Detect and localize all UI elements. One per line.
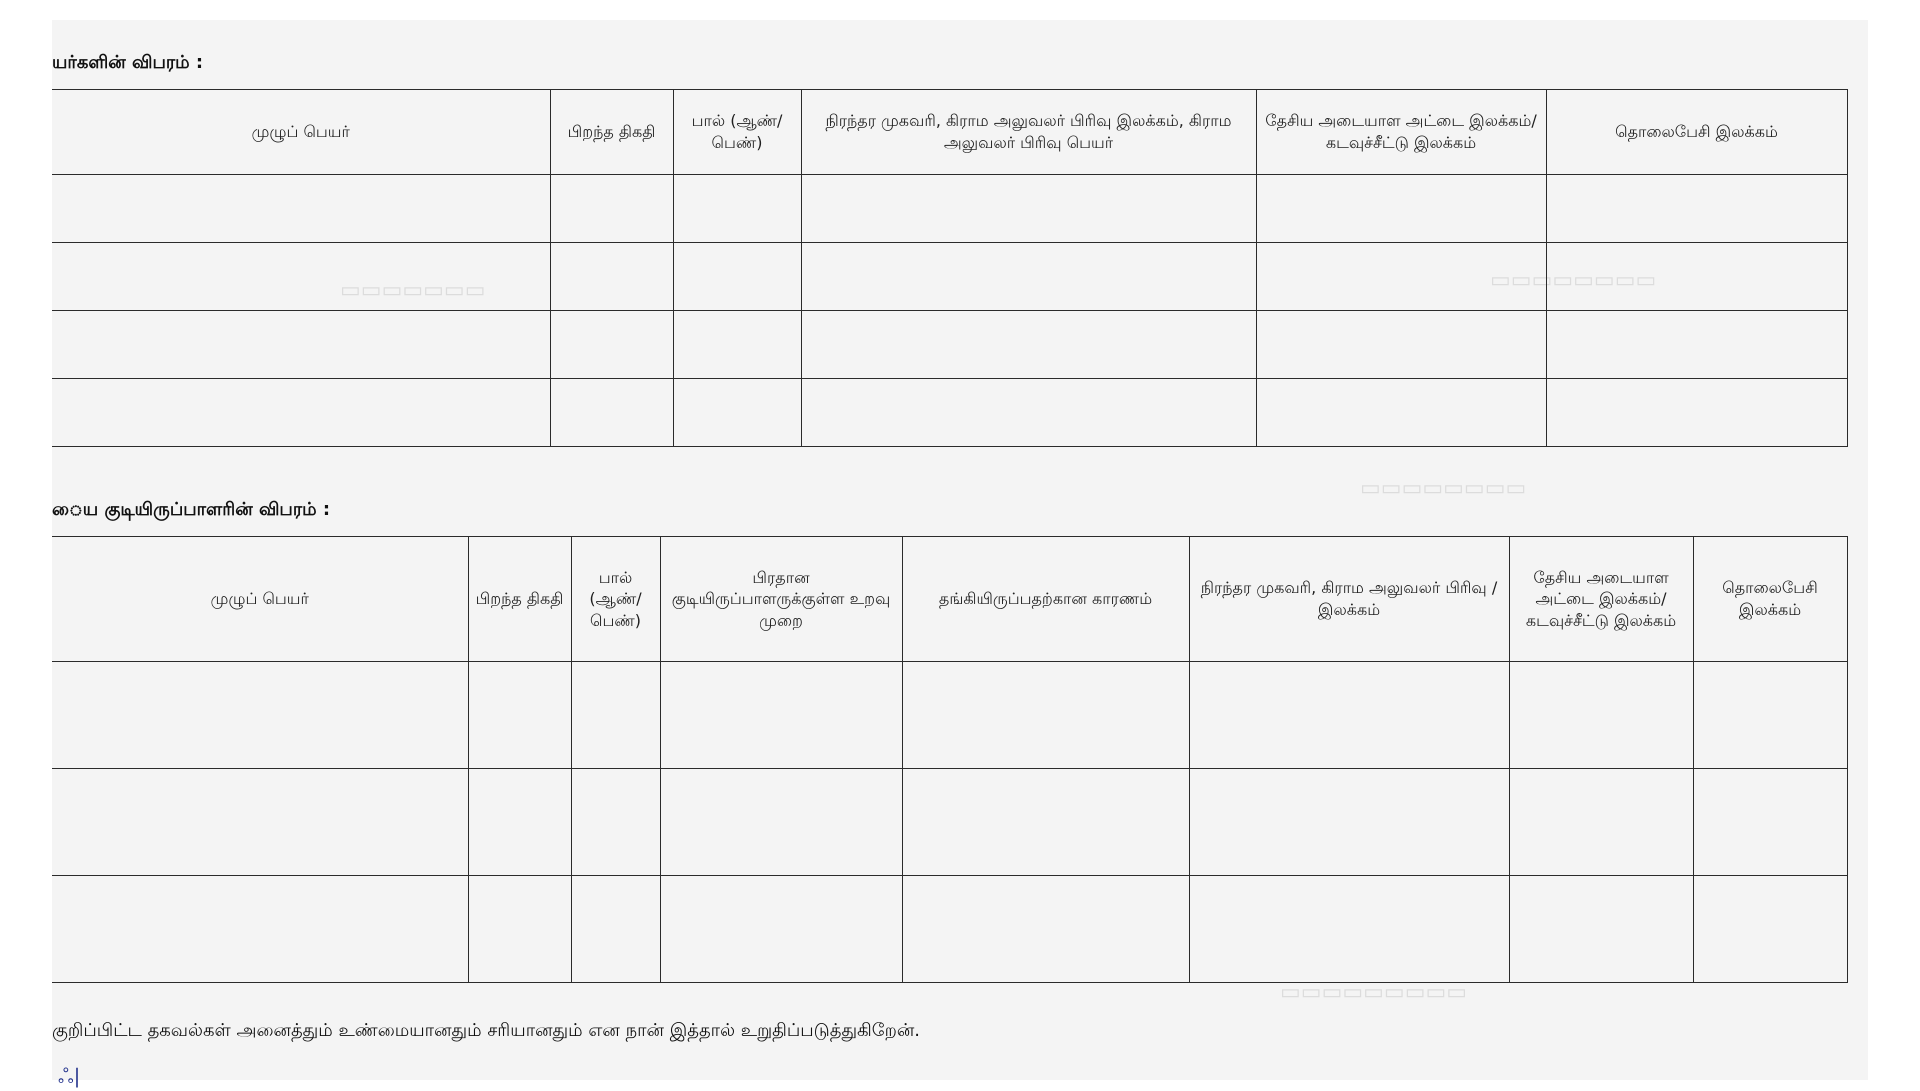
input-cell[interactable] — [571, 876, 660, 983]
col-phone: தொலைபேசி இலக்கம் — [1546, 90, 1847, 175]
input-cell[interactable] — [1546, 175, 1847, 243]
section2-heading: ைய குடியிருப்பாளரின் விபரம் : — [52, 499, 331, 520]
col-relationship: பிரதான குடியிருப்பாளருக்குள்ள உறவு முறை — [660, 537, 902, 662]
table-row — [52, 379, 1847, 447]
col-permanent-address: நிரந்தர முகவரி, கிராம அலுவலர் பிரிவு /இலக்கம் — [1189, 537, 1509, 662]
input-cell[interactable] — [52, 662, 468, 769]
declaration-text: குறிப்பிட்ட தகவல்கள் அனைத்தும் உண்மையானதும் சரியானதும் என நான் இத்தால் உறுதிப்படுத்துகிறேன். — [52, 1020, 921, 1041]
input-cell[interactable] — [1693, 662, 1847, 769]
input-cell[interactable] — [673, 243, 801, 311]
bleed-through-mark: ▭▭▭▭▭▭▭ — [340, 278, 486, 303]
col-date-of-birth: பிறந்த திகதி — [550, 90, 673, 175]
col-full-name: முழுப் பெயர் — [52, 90, 550, 175]
bleed-through-mark: ▭▭▭▭▭▭▭▭ — [1360, 476, 1527, 501]
col-full-name: முழுப் பெயர் — [52, 537, 468, 662]
input-cell[interactable] — [52, 379, 550, 447]
owners-table — [52, 89, 1848, 447]
input-cell[interactable] — [1256, 379, 1546, 447]
col-date-of-birth: பிறந்த திகதி — [468, 537, 571, 662]
input-cell[interactable] — [1256, 311, 1546, 379]
input-cell[interactable] — [1509, 662, 1693, 769]
input-cell[interactable] — [52, 243, 550, 311]
bleed-through-mark: ▭▭▭▭▭▭▭▭▭ — [1280, 980, 1468, 1005]
table-row — [52, 243, 1847, 311]
input-cell[interactable] — [801, 175, 1256, 243]
col-nic-passport: தேசிய அடையாள அட்டை இலக்கம்/கடவுச்சீட்டு இலக்கம் — [1256, 90, 1546, 175]
input-cell[interactable] — [1509, 876, 1693, 983]
input-cell[interactable] — [550, 379, 673, 447]
table-header-row — [52, 537, 1847, 662]
table-row — [52, 662, 1847, 769]
input-cell[interactable] — [52, 175, 550, 243]
input-cell[interactable] — [673, 311, 801, 379]
input-cell[interactable] — [902, 876, 1189, 983]
input-cell[interactable] — [673, 379, 801, 447]
col-gender: பால் (ஆண்/ பெண்) — [571, 537, 660, 662]
input-cell[interactable] — [1189, 769, 1509, 876]
input-cell[interactable] — [468, 662, 571, 769]
input-cell[interactable] — [468, 769, 571, 876]
input-cell[interactable] — [1189, 662, 1509, 769]
input-cell[interactable] — [52, 311, 550, 379]
input-cell[interactable] — [550, 243, 673, 311]
bleed-through-mark: ▭▭▭▭▭▭▭▭ — [1490, 268, 1657, 293]
input-cell[interactable] — [660, 876, 902, 983]
signature-mark: ஃ| — [58, 1064, 81, 1088]
input-cell[interactable] — [1546, 379, 1847, 447]
section1-heading: யர்களின் விபரம் : — [52, 52, 204, 73]
input-cell[interactable] — [1546, 311, 1847, 379]
input-cell[interactable] — [52, 769, 468, 876]
col-nic-passport: தேசிய அடையாள அட்டை இலக்கம்/ கடவுச்சீட்டு இலக்கம் — [1509, 537, 1693, 662]
input-cell[interactable] — [1693, 876, 1847, 983]
input-cell[interactable] — [801, 243, 1256, 311]
input-cell[interactable] — [1693, 769, 1847, 876]
input-cell[interactable] — [52, 876, 468, 983]
input-cell[interactable] — [571, 662, 660, 769]
input-cell[interactable] — [801, 379, 1256, 447]
col-permanent-address: நிரந்தர முகவரி, கிராம அலுவலர் பிரிவு இலக்கம், கிராம அலுவலர் பிரிவு பெயர் — [801, 90, 1256, 175]
input-cell[interactable] — [1509, 769, 1693, 876]
input-cell[interactable] — [571, 769, 660, 876]
input-cell[interactable] — [660, 769, 902, 876]
col-reason-for-stay: தங்கியிருப்பதற்கான காரணம் — [902, 537, 1189, 662]
input-cell[interactable] — [801, 311, 1256, 379]
table-row — [52, 311, 1847, 379]
table-row — [52, 769, 1847, 876]
table-row — [52, 175, 1847, 243]
input-cell[interactable] — [1546, 243, 1847, 311]
table-row — [52, 876, 1847, 983]
input-cell[interactable] — [673, 175, 801, 243]
residents-table — [52, 536, 1848, 983]
input-cell[interactable] — [902, 662, 1189, 769]
table-header-row — [52, 90, 1847, 175]
col-phone: தொலைபேசி இலக்கம் — [1693, 537, 1847, 662]
input-cell[interactable] — [902, 769, 1189, 876]
input-cell[interactable] — [1256, 243, 1546, 311]
input-cell[interactable] — [1189, 876, 1509, 983]
input-cell[interactable] — [1256, 175, 1546, 243]
input-cell[interactable] — [550, 175, 673, 243]
col-gender: பால் (ஆண்/ பெண்) — [673, 90, 801, 175]
input-cell[interactable] — [468, 876, 571, 983]
input-cell[interactable] — [550, 311, 673, 379]
input-cell[interactable] — [660, 662, 902, 769]
